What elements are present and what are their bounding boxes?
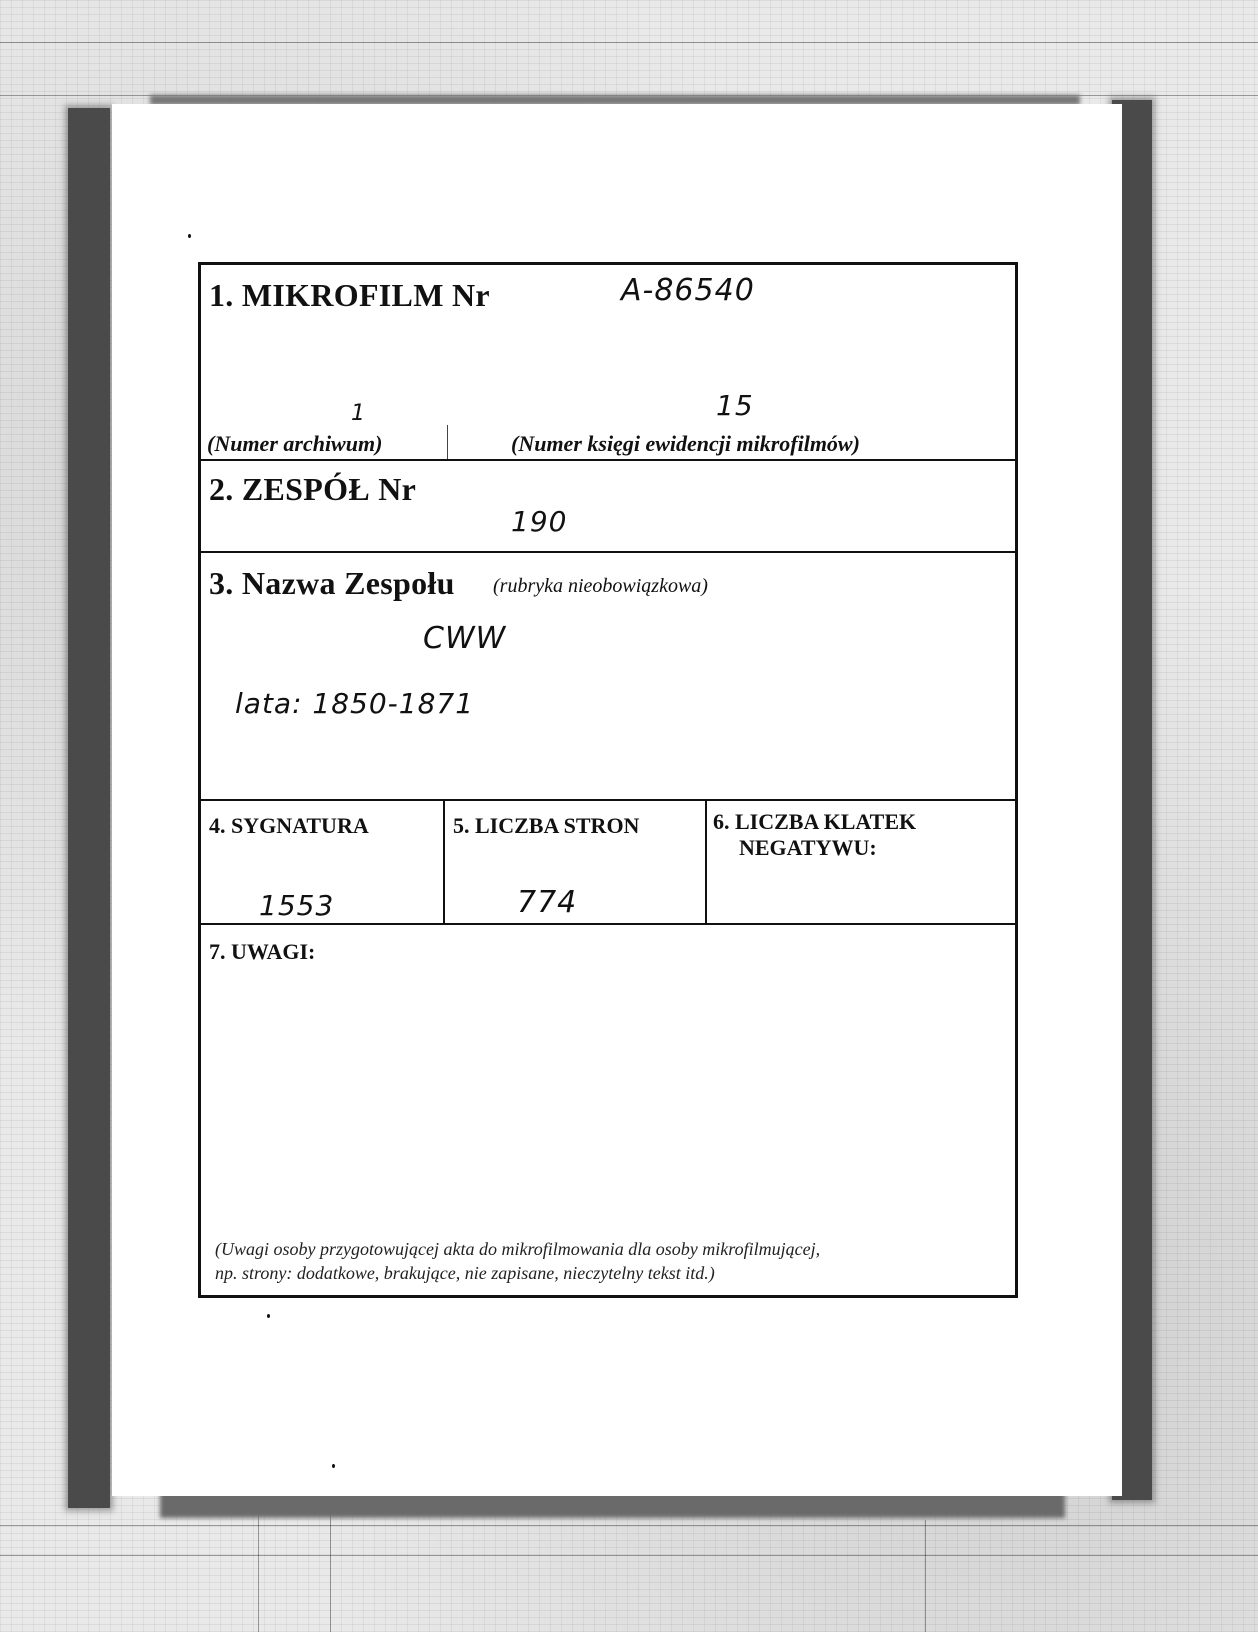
fonds-dates-value: lata: 1850-1871 — [235, 687, 475, 720]
remarks-label: 7. UWAGI: — [209, 939, 316, 964]
remarks-footnote-line2: np. strony: dodatkowe, brakujące, nie zapisane, nieczytelny tekst itd.) — [215, 1263, 715, 1283]
section-remarks — [201, 925, 1015, 1295]
signature-value: 1553 — [259, 889, 335, 922]
column-divider — [705, 801, 707, 923]
ledger-number-value: 15 — [716, 389, 754, 422]
signature-label: 4. SYGNATURA — [209, 813, 369, 838]
page-count-label: 5. LICZBA STRON — [453, 813, 640, 838]
negative-frames-label: 6. LICZBA KLATEK — [713, 809, 917, 834]
archive-number-value: 1 — [351, 401, 366, 426]
scanned-page — [112, 104, 1122, 1496]
ledger-number-label: (Numer księgi ewidencji mikrofilmów) — [511, 431, 860, 456]
scan-artifact-scratch — [258, 1500, 259, 1632]
speck — [188, 234, 191, 238]
remarks-footnote-line1: (Uwagi osoby przygotowującej akta do mikrofilmowania dla osoby mikrofilmującej, — [215, 1239, 821, 1259]
fonds-number-value: 190 — [511, 505, 568, 538]
page-count-value: 774 — [517, 885, 578, 920]
speck — [332, 1464, 335, 1468]
scan-artifact-line — [0, 42, 1258, 43]
film-edge-left — [68, 108, 110, 1508]
archive-number-label: (Numer archiwum) — [207, 431, 383, 456]
fonds-name-value: CWW — [423, 621, 507, 656]
microfilm-number-value: A-86540 — [621, 273, 755, 308]
section-microfilm-number — [201, 265, 1015, 461]
section-fonds-name — [201, 553, 1015, 801]
fonds-number-label: 2. ZESPÓŁ Nr — [209, 471, 417, 507]
scan-artifact-scratch — [925, 1520, 926, 1632]
microfilm-form — [198, 262, 1018, 1298]
scan-artifact-line — [0, 1525, 1258, 1526]
scan-artifact-scratch — [330, 1500, 331, 1632]
speck — [267, 1314, 270, 1318]
fonds-name-label: 3. Nazwa Zespołu — [209, 565, 455, 601]
scan-artifact-line — [0, 1555, 1258, 1556]
sub-divider — [447, 425, 448, 459]
negative-frames-label-cont: NEGATYWU: — [739, 835, 877, 860]
section-fonds-number — [201, 461, 1015, 553]
fonds-name-hint: (rubryka nieobowiązkowa) — [493, 575, 708, 597]
microfilm-number-label: 1. MIKROFILM Nr — [209, 277, 490, 313]
section-counts — [201, 801, 1015, 925]
column-divider — [443, 801, 445, 923]
